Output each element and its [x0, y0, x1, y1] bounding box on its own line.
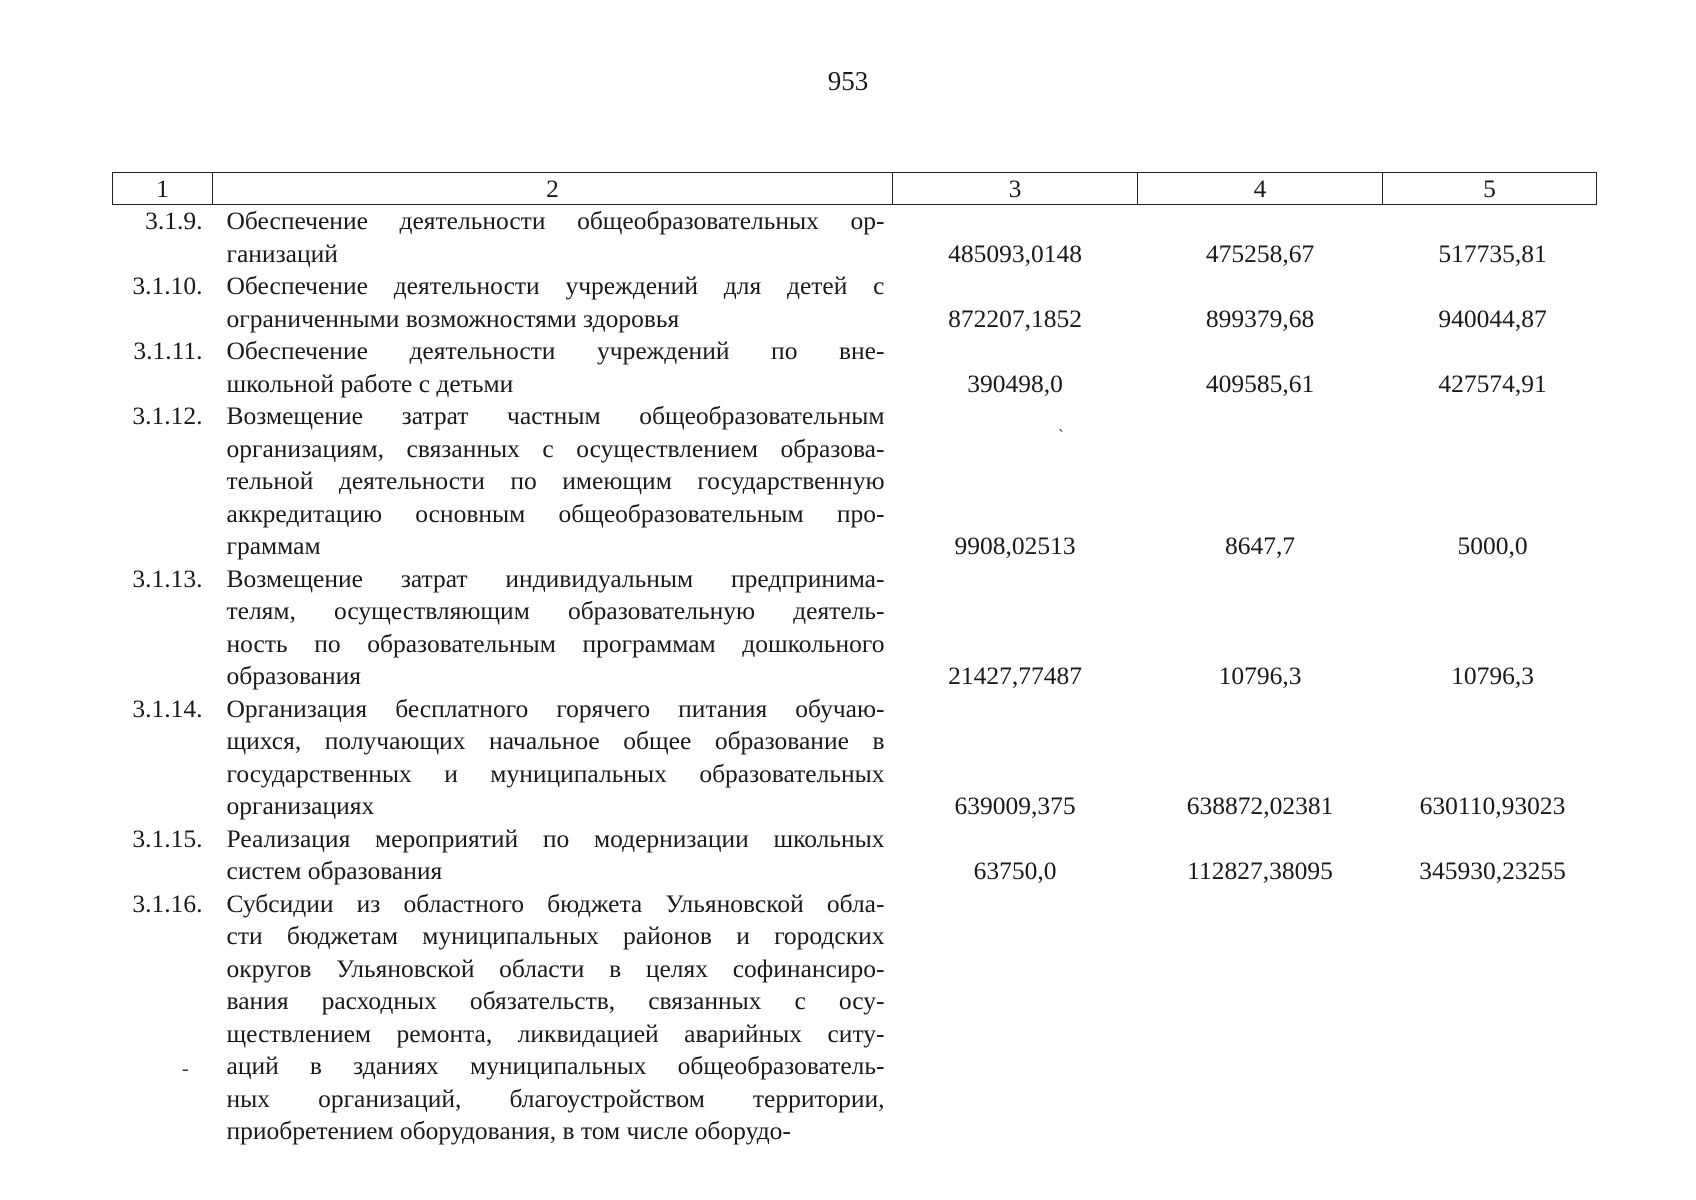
table-row [113, 205, 1597, 271]
header-col-5: 5 [1383, 173, 1597, 205]
page-number: 953 [827, 66, 869, 96]
value-col-4: 112827,38095 [1187, 856, 1333, 885]
row-number: 3.1.10. [132, 271, 203, 300]
description-line: сти бюджетам муниципальных районов и городских [226, 921, 885, 950]
description-line: Обеспечение деятельности учреждений для детей с [226, 271, 885, 300]
header-col-4: 4 [1138, 173, 1383, 205]
row-description [213, 823, 893, 888]
row-description [213, 335, 893, 400]
value-col-4: 899379,68 [1205, 303, 1315, 333]
description-line: школьной работе с детьми [226, 368, 514, 398]
row-number: 3.1.11. [133, 336, 203, 365]
value-col-3: 9908,02513 [954, 531, 1076, 560]
description-line: организациям, связанных с осуществлением образова- [226, 433, 885, 463]
description-line: Обеспечение деятельности учреждений по вне- [226, 336, 885, 365]
row-number: 3.1.15. [132, 823, 203, 853]
value-col-4: 475258,67 [1205, 238, 1315, 268]
scan-speck: ˏ [1058, 412, 1064, 432]
row-description [213, 400, 893, 563]
description-line: Субсидии из областного бюджета Ульяновской обла- [226, 888, 885, 918]
description-line: телям, осуществляющим образовательную деятель- [226, 596, 885, 625]
value-col-4: 8647,7 [1224, 531, 1296, 560]
description-line: округов Ульяновской области в целях софинансиро- [226, 953, 885, 983]
table-row [113, 270, 1597, 335]
description-line: ных организаций, благоустройством территории, [226, 1083, 885, 1113]
description-line: ограниченными возможностями здоровья [226, 303, 680, 333]
value-col-5: 5000,0 [1457, 531, 1528, 560]
value-col-3 [893, 888, 1138, 1148]
row-description [213, 888, 893, 1148]
value-col-4: 638872,02381 [1186, 791, 1334, 820]
description-line: государственных и муниципальных образовательных [226, 758, 885, 788]
table-row [113, 693, 1597, 823]
description-line: организациях [226, 791, 375, 820]
row-description [213, 205, 893, 271]
description-line: систем образования [226, 856, 443, 885]
value-col-5: 517735,81 [1438, 238, 1547, 268]
scan-dash-mark: - [182, 1058, 189, 1080]
value-col-3: 21427,77487 [948, 661, 1082, 690]
header-col-3: 3 [893, 173, 1138, 205]
value-col-5: 940044,87 [1438, 303, 1547, 333]
header-col-2: 2 [213, 173, 893, 205]
header-row [113, 173, 1597, 205]
value-col-3: 63750,0 [973, 856, 1057, 885]
header-col-1: 1 [113, 173, 213, 205]
table-row [113, 823, 1597, 888]
row-number: 3.1.16. [132, 888, 203, 918]
description-line: Организация бесплатного горячего питания обучаю- [226, 693, 885, 723]
value-col-5: 427574,91 [1438, 368, 1547, 398]
value-col-3: 872207,1852 [948, 303, 1082, 333]
table-body [113, 205, 1597, 1148]
row-number: 3.1.9. [145, 206, 203, 235]
description-line: приобретением оборудования, в том числе оборудо- [226, 1116, 791, 1145]
row-description [213, 563, 893, 693]
description-line: тельной деятельности по имеющим государственную [226, 466, 885, 495]
description-line: аций в зданиях муниципальных общеобразователь- [226, 1051, 885, 1080]
description-line: Реализация мероприятий по модернизации школьных [226, 823, 885, 853]
table-row [113, 888, 1597, 1148]
table-row [113, 400, 1597, 563]
row-description [213, 693, 893, 823]
description-line: Обеспечение деятельности общеобразовательных ор- [226, 206, 885, 235]
row-number: 3.1.14. [132, 693, 203, 723]
budget-table [112, 172, 1597, 1148]
description-line: Возмещение затрат индивидуальным предпринима- [226, 563, 885, 593]
value-col-4: 10796,3 [1218, 661, 1302, 690]
value-col-4: 409585,61 [1205, 368, 1315, 398]
value-col-3: 390498,0 [967, 368, 1063, 398]
description-line: Возмещение затрат частным общеобразовательным [226, 401, 885, 430]
value-col-5 [1383, 888, 1597, 1148]
description-line: ществлением ремонта, ликвидацией аварийных ситу- [226, 1018, 885, 1048]
table-row [113, 563, 1597, 693]
value-col-3: 639009,375 [954, 791, 1076, 820]
description-line: граммам [226, 531, 321, 560]
description-line: ганизаций [226, 238, 338, 268]
value-col-3: 485093,0148 [948, 238, 1082, 268]
table-row [113, 335, 1597, 400]
value-col-5: 10796,3 [1451, 661, 1534, 690]
description-line: ность по образовательным программам дошкольного [226, 628, 885, 658]
value-col-4 [1138, 888, 1383, 1148]
row-number: 3.1.12. [132, 401, 203, 430]
description-line: образования [226, 661, 362, 690]
description-line: щихся, получающих начальное общее образование в [226, 726, 885, 755]
description-line: вания расходных обязательств, связанных с осу- [226, 986, 885, 1015]
table-header [113, 173, 1597, 205]
row-description [213, 270, 893, 335]
description-line: аккредитацию основным общеобразовательным про- [226, 498, 885, 528]
row-number: 3.1.13. [132, 563, 203, 593]
value-col-5: 630110,93023 [1419, 791, 1566, 820]
value-col-5: 345930,23255 [1419, 856, 1566, 885]
